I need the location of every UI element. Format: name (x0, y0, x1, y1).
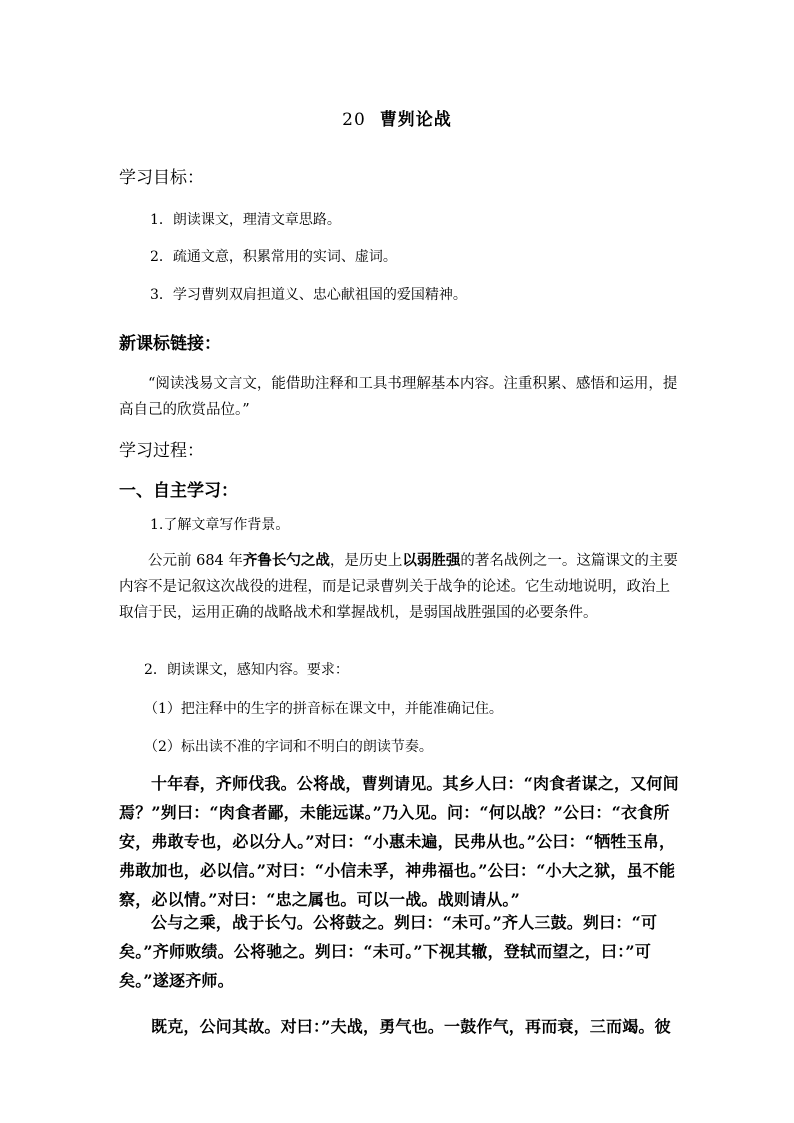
standards-heading: 新课标链接： (119, 334, 221, 354)
goal-item-1: 1．朗读课文，理清文章思路。 (150, 212, 341, 228)
standards-text: “阅读浅易文言文，能借助注释和工具书理解基本内容。注重积累、感悟和运用，提高自己的欣赏品位。” (119, 376, 678, 418)
self-study-heading: 一、自主学习： (119, 481, 238, 501)
goal-item-3: 3．学习曹刿双肩担道义、忠心献祖国的爱国精神。 (150, 287, 467, 303)
classical-paragraph-3: 既克，公问其故。对曰：”夫战，勇气也。一鼓作气，再而衰，三而竭。彼 (151, 1017, 671, 1036)
background-highlight-weak-beats-strong: 以弱胜强 (402, 552, 461, 569)
classical-paragraph-2: 公与之乘，战于长勺。公将鼓之。刿曰：“未可。”齐人三鼓。刿曰：“可矣。”齐师败绩。公将驰之。刿曰：“未可。”下视其辙，登轼而望之，曰：”可矣。”遂逐齐师。 (119, 913, 658, 990)
page-title (0, 105, 794, 130)
background-paragraph (119, 548, 679, 626)
background-text-3: 的著名战例之一。这篇课文的主要内容不是记叙这次战役的进程，而是记录曹刿关于战争的论述。它生动地说明，政治上取信于民，运用正确的战略战术和掌握战机，是弱国战胜强国的必要条件。 (119, 553, 678, 621)
goals-heading: 学习目标： (119, 168, 204, 188)
process-heading: 学习过程： (119, 441, 204, 461)
goal-item-2: 2．疏通文意，积累常用的实词、虚词。 (150, 249, 397, 265)
step-2: 2．朗读课文，感知内容。要求： (144, 662, 349, 678)
lesson-title: 曹刿论战 (379, 110, 452, 130)
requirement-1: （1）把注释中的生字的拼音标在课文中，并能准确记住。 (144, 701, 503, 717)
requirement-2: （2）标出读不准的字词和不明白的朗读节奏。 (144, 739, 433, 755)
background-text-2: ，是历史上 (329, 553, 403, 569)
step-1: 1.了解文章写作背景。 (150, 517, 290, 533)
classical-paragraph-1: 十年春，齐师伐我。公将战，曹刿请见。其乡人曰：“肉食者谋之，又何间焉？”刿曰：“肉食者鄙，未能远谋。”乃入见。问：“何以战？”公曰：“衣食所安，弗敢专也，必以分人。”对曰：“小惠未遍，民弗从也。”公曰：“牺牲玉帛，弗敢加也，必以信。”对曰：“小信未孚，神弗福也。”公曰：“小大之狱，虽不能察，必以情。”对曰：“忠之属也。可以一战。战则请从。” (119, 774, 679, 909)
lesson-number: 20 (342, 110, 366, 130)
background-highlight-battle: 齐鲁长勺之战 (242, 552, 330, 569)
background-text-1: 公元前 684 年 (148, 553, 243, 569)
